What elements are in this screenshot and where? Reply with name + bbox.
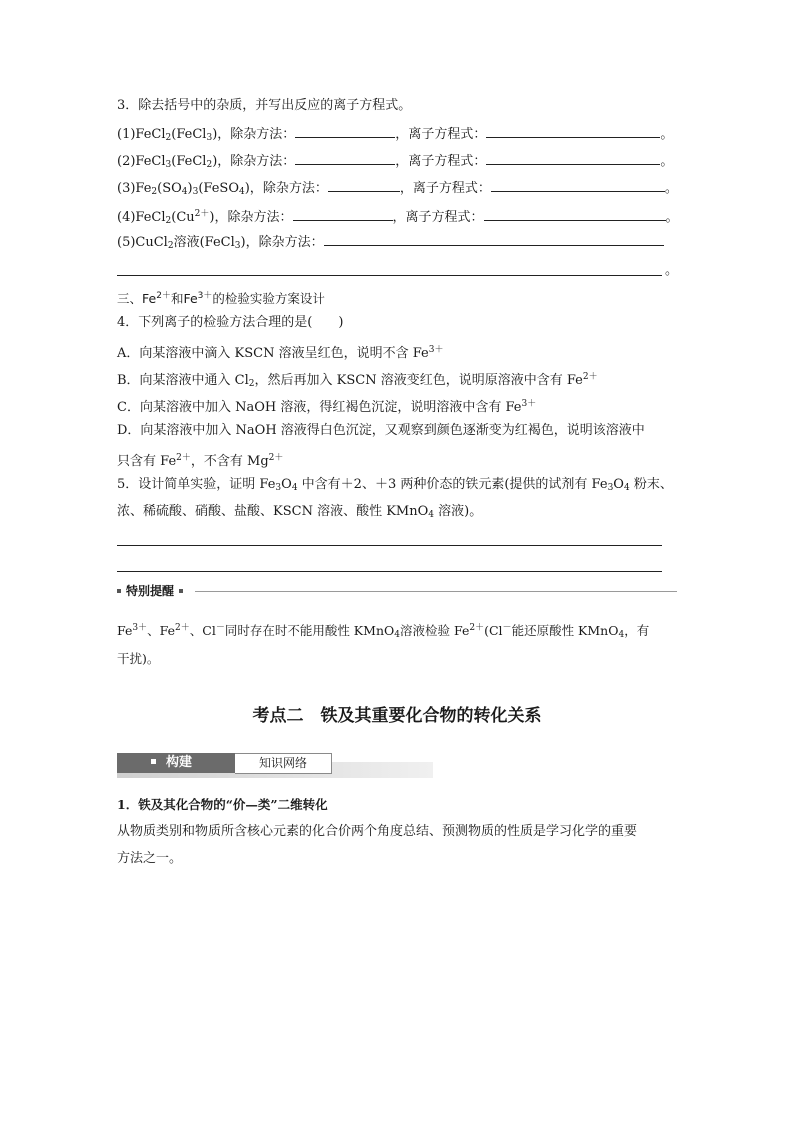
square-bullet-icon (151, 759, 156, 764)
q3-intro: 3．除去括号中的杂质，并写出反应的离子方程式。 (117, 98, 412, 113)
q3-item-3: $(3)Fe_2(SO_4)_3(FeSO_4)$，除杂方法： ，离子方程式： 。 (117, 178, 678, 201)
q5-line-1: 5．设计简单实验，证明 $Fe_3O_4$ 中含有＋2、＋3 两种价态的铁元素(提供的试剂有 $Fe_3O_4$ 粉末、 (117, 477, 673, 493)
square-bullet-icon (117, 589, 121, 593)
knowledge-network-label: 知识网络 (235, 753, 332, 774)
answer-line[interactable] (117, 571, 662, 572)
answer-line[interactable] (117, 275, 662, 276)
tip-header (117, 582, 677, 600)
answer-blank-equation[interactable] (491, 178, 665, 192)
answer-blank-equation[interactable] (484, 207, 666, 221)
square-bullet-icon (179, 589, 183, 593)
q4-stem: 4．下列离子的检验方法合理的是( ) (117, 315, 344, 330)
answer-blank-method[interactable] (295, 151, 395, 165)
divider (195, 591, 677, 592)
q4-option-b[interactable]: B．向某溶液中通入 $Cl_2$，然后再加入 KSCN 溶液变红色，说明原溶液中含有 $Fe^{2+}$ (117, 372, 598, 389)
q4-option-d-cont: 只含有 $Fe^{2+}$，不含有 $Mg^{2+}$ (117, 453, 284, 469)
answer-line[interactable] (117, 545, 662, 546)
q4-option-d[interactable]: D．向某溶液中加入 NaOH 溶液得白色沉淀，又观察到颜色逐渐变为红褐色，说明该溶液中 (117, 423, 645, 438)
q3-item-1: (1)FeCl$_2$(FeCl$_3$)，除杂方法： ，离子方程式： 。 (117, 124, 673, 147)
subsection-1-para-2: 方法之一。 (117, 851, 183, 866)
answer-blank-equation[interactable] (486, 124, 660, 138)
tip-text-2: 干扰)。 (117, 651, 160, 666)
q4-option-c[interactable]: C．向某溶液中加入 NaOH 溶液，得红褐色沉淀，说明溶液中含有 $Fe^{3+}$ (117, 399, 537, 415)
answer-blank-equation[interactable] (486, 151, 660, 165)
q5-line-2: 浓、稀硫酸、硝酸、盐酸、KSCN 溶液、酸性 KMnO$_4$ 溶液)。 (117, 504, 483, 520)
build-label: 构建 (117, 753, 235, 773)
answer-blank-method[interactable] (295, 124, 395, 138)
end-mark: 。 (665, 263, 679, 278)
subsection-1-para-1: 从物质类别和物质所含核心元素的化合价两个角度总结、预测物质的性质是学习化学的重要 (117, 824, 638, 839)
q3-item-4: $(4)FeCl_2(Cu^{2+})$，除杂方法： ，离子方程式： 。 (117, 209, 679, 226)
q3-item-5: (5)CuCl$_2$溶液(FeCl$_3$)，除杂方法： (117, 232, 664, 255)
answer-blank-method[interactable] (293, 207, 393, 221)
subsection-1-title: 1．铁及其化合物的“价—类”二维转化 (117, 797, 328, 812)
tip-text-1: $Fe^{3+}$、$Fe^{2+}$、Cl－同时存在时不能用酸性 KMnO$_4$溶液检验 $Fe^{2+}(Cl^-$能还原酸性 KMnO$_4$，有 (117, 623, 650, 640)
section-3-title: 三、$Fe^{2+}$和$Fe^{3+}$的检验实验方案设计 (117, 291, 325, 306)
answer-blank-method[interactable] (324, 232, 664, 246)
q3-item-2: (2)FeCl$_3$(FeCl$_2$)，除杂方法： ，离子方程式： 。 (117, 151, 673, 174)
section-heading: 考点二 铁及其重要化合物的转化关系 (252, 706, 542, 726)
build-knowledge-bar (117, 753, 433, 777)
q4-option-a[interactable]: A．向某溶液中滴入 KSCN 溶液呈红色，说明不含 $Fe^{3+}$ (117, 345, 444, 361)
answer-blank-method[interactable] (328, 178, 400, 192)
tip-label: 特别提醒 (117, 582, 188, 600)
